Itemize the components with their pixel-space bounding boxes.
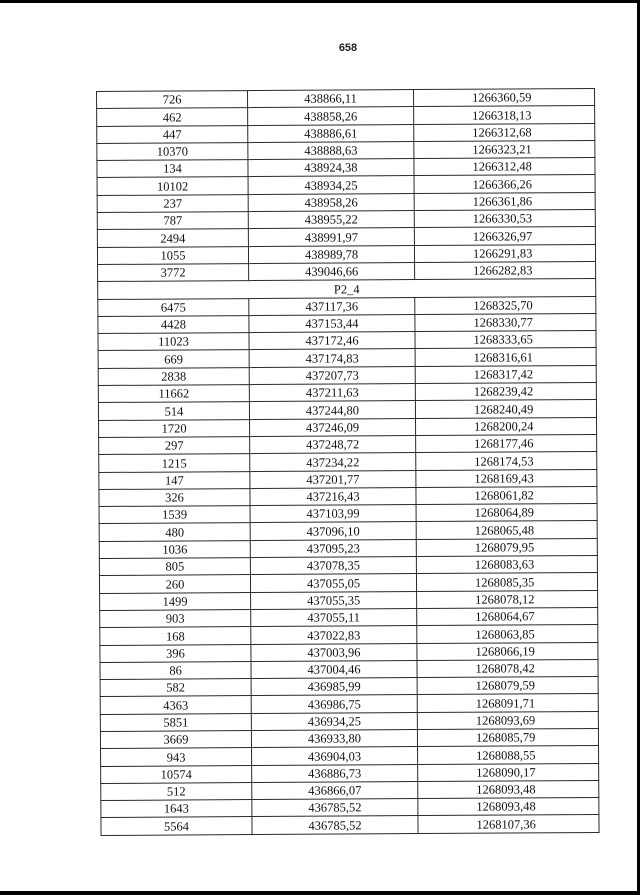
x-coordinate-cell: 437055,05 — [250, 574, 416, 592]
point-id-cell: 5851 — [100, 713, 251, 731]
x-coordinate-cell: 437103,99 — [250, 505, 416, 523]
y-coordinate-cell: 1268083,63 — [416, 555, 597, 573]
point-id-cell: 10574 — [101, 765, 252, 783]
y-coordinate-cell: 1268065,48 — [416, 521, 597, 539]
y-coordinate-cell: 1266326,97 — [414, 227, 595, 245]
point-id-cell: 134 — [97, 160, 248, 178]
y-coordinate-cell: 1268093,48 — [418, 780, 599, 798]
point-id-cell: 1215 — [99, 454, 250, 472]
y-coordinate-cell: 1268063,85 — [417, 625, 598, 643]
x-coordinate-cell: 436904,03 — [252, 747, 418, 765]
x-coordinate-cell: 437055,11 — [251, 608, 417, 626]
page-number: 658 — [338, 42, 358, 54]
x-coordinate-cell: 437248,72 — [250, 435, 416, 453]
point-id-cell: 168 — [100, 627, 251, 645]
y-coordinate-cell: 1268078,12 — [417, 590, 598, 608]
x-coordinate-cell: 438886,61 — [248, 124, 414, 142]
point-id-cell: 1643 — [101, 800, 252, 818]
y-coordinate-cell: 1266360,59 — [413, 88, 594, 106]
coordinates-table — [96, 88, 600, 836]
x-coordinate-cell: 437174,83 — [249, 349, 415, 367]
x-coordinate-cell: 436886,73 — [252, 764, 418, 782]
x-coordinate-cell: 436933,80 — [251, 730, 417, 748]
point-id-cell: 787 — [97, 212, 248, 230]
x-coordinate-cell: 437172,46 — [249, 332, 415, 350]
point-id-cell: 11662 — [98, 385, 249, 403]
table-row — [101, 815, 599, 835]
y-coordinate-cell: 1268325,70 — [415, 296, 596, 314]
y-coordinate-cell: 1266330,53 — [414, 210, 595, 228]
point-id-cell: 5564 — [101, 817, 252, 835]
y-coordinate-cell: 1268107,36 — [418, 815, 599, 833]
x-coordinate-cell: 437117,36 — [249, 297, 415, 315]
x-coordinate-cell: 438888,63 — [248, 141, 414, 159]
x-coordinate-cell: 437095,23 — [250, 539, 416, 557]
x-coordinate-cell: 437207,73 — [249, 366, 415, 384]
point-id-cell: 86 — [100, 661, 251, 679]
point-id-cell: 726 — [97, 91, 248, 109]
point-id-cell: 462 — [97, 108, 248, 126]
y-coordinate-cell: 1268174,53 — [416, 452, 597, 470]
point-id-cell: 3772 — [98, 264, 249, 282]
y-coordinate-cell: 1266366,26 — [414, 175, 595, 193]
y-coordinate-cell: 1268330,77 — [415, 313, 596, 331]
point-id-cell: 10102 — [97, 177, 248, 195]
x-coordinate-cell: 438955,22 — [248, 211, 414, 229]
x-coordinate-cell: 437096,10 — [250, 522, 416, 540]
point-id-cell: 260 — [99, 575, 250, 593]
point-id-cell: 1036 — [99, 540, 250, 558]
x-coordinate-cell: 438958,26 — [248, 193, 414, 211]
point-id-cell: 512 — [101, 782, 252, 800]
y-coordinate-cell: 1266361,86 — [414, 192, 595, 210]
y-coordinate-cell: 1268066,19 — [417, 642, 598, 660]
x-coordinate-cell: 437055,35 — [251, 591, 417, 609]
x-coordinate-cell: 436986,75 — [251, 695, 417, 713]
y-coordinate-cell: 1268239,42 — [415, 382, 596, 400]
point-id-cell: 11023 — [98, 333, 249, 351]
y-coordinate-cell: 1268093,69 — [417, 711, 598, 729]
y-coordinate-cell: 1266323,21 — [414, 140, 595, 158]
y-coordinate-cell: 1268088,55 — [418, 746, 599, 764]
x-coordinate-cell: 437153,44 — [249, 314, 415, 332]
point-id-cell: 6475 — [98, 298, 249, 316]
y-coordinate-cell: 1268093,48 — [418, 798, 599, 816]
y-coordinate-cell: 1268078,42 — [417, 659, 598, 677]
point-id-cell: 480 — [99, 523, 250, 541]
point-id-cell: 2838 — [98, 367, 249, 385]
point-id-cell: 1720 — [99, 419, 250, 437]
point-id-cell: 943 — [101, 748, 252, 766]
point-id-cell: 3669 — [100, 731, 251, 749]
point-id-cell: 297 — [99, 437, 250, 455]
y-coordinate-cell: 1268079,59 — [417, 677, 598, 695]
x-coordinate-cell: 438934,25 — [248, 176, 414, 194]
y-coordinate-cell: 1266312,48 — [414, 158, 595, 176]
x-coordinate-cell: 437211,63 — [249, 384, 415, 402]
x-coordinate-cell: 437003,96 — [251, 643, 417, 661]
x-coordinate-cell: 437078,35 — [250, 557, 416, 575]
point-id-cell: 10370 — [97, 142, 248, 160]
point-id-cell: 4428 — [98, 315, 249, 333]
y-coordinate-cell: 1268316,61 — [415, 348, 596, 366]
point-id-cell: 2494 — [97, 229, 248, 247]
point-id-cell: 396 — [100, 644, 251, 662]
y-coordinate-cell: 1268091,71 — [417, 694, 598, 712]
point-id-cell: 237 — [97, 194, 248, 212]
point-id-cell: 447 — [97, 125, 248, 143]
x-coordinate-cell: 437246,09 — [250, 418, 416, 436]
y-coordinate-cell: 1266318,13 — [414, 106, 595, 124]
y-coordinate-cell: 1268200,24 — [416, 417, 597, 435]
y-coordinate-cell: 1268064,67 — [417, 607, 598, 625]
x-coordinate-cell: 436866,07 — [252, 781, 418, 799]
x-coordinate-cell: 436785,52 — [252, 799, 418, 817]
x-coordinate-cell: 436934,25 — [251, 712, 417, 730]
x-coordinate-cell: 438866,11 — [248, 90, 414, 108]
x-coordinate-cell: 438924,38 — [248, 159, 414, 177]
point-id-cell: 669 — [98, 350, 249, 368]
point-id-cell: 147 — [99, 471, 250, 489]
y-coordinate-cell: 1268169,43 — [416, 469, 597, 487]
x-coordinate-cell: 437201,77 — [250, 470, 416, 488]
point-id-cell: 1499 — [100, 592, 251, 610]
y-coordinate-cell: 1268085,79 — [417, 728, 598, 746]
point-id-cell: 1539 — [99, 506, 250, 524]
y-coordinate-cell: 1268090,17 — [418, 763, 599, 781]
x-coordinate-cell: 436985,99 — [251, 678, 417, 696]
y-coordinate-cell: 1268064,89 — [416, 504, 597, 522]
x-coordinate-cell: 437234,22 — [250, 453, 416, 471]
point-id-cell: 4363 — [100, 696, 251, 714]
y-coordinate-cell: 1268079,95 — [416, 538, 597, 556]
x-coordinate-cell: 438991,97 — [248, 228, 414, 246]
coordinates-table-container — [96, 88, 599, 836]
x-coordinate-cell: 438989,78 — [248, 245, 414, 263]
y-coordinate-cell: 1266291,83 — [414, 244, 595, 262]
point-id-cell: 805 — [99, 558, 250, 576]
point-id-cell: 582 — [100, 679, 251, 697]
coordinates-table-body — [97, 88, 600, 835]
y-coordinate-cell: 1268177,46 — [416, 434, 597, 452]
x-coordinate-cell: 437216,43 — [250, 487, 416, 505]
y-coordinate-cell: 1268085,35 — [416, 573, 597, 591]
x-coordinate-cell: 437022,83 — [251, 626, 417, 644]
y-coordinate-cell: 1266312,68 — [414, 123, 595, 141]
x-coordinate-cell: 436785,52 — [252, 816, 418, 834]
y-coordinate-cell: 1268061,82 — [416, 486, 597, 504]
scan-edge-bottom — [0, 891, 640, 895]
scan-edge-top — [0, 0, 640, 3]
x-coordinate-cell: 438858,26 — [248, 107, 414, 125]
x-coordinate-cell: 439046,66 — [249, 263, 415, 281]
point-id-cell: 326 — [99, 488, 250, 506]
y-coordinate-cell: 1268240,49 — [415, 400, 596, 418]
point-id-cell: 1055 — [97, 246, 248, 264]
y-coordinate-cell: 1268317,42 — [415, 365, 596, 383]
x-coordinate-cell: 437004,46 — [251, 660, 417, 678]
point-id-cell: 514 — [98, 402, 249, 420]
y-coordinate-cell: 1266282,83 — [415, 261, 596, 279]
section-label: P2_4 — [98, 279, 596, 299]
x-coordinate-cell: 437244,80 — [249, 401, 415, 419]
y-coordinate-cell: 1268333,65 — [415, 331, 596, 349]
point-id-cell: 903 — [100, 609, 251, 627]
